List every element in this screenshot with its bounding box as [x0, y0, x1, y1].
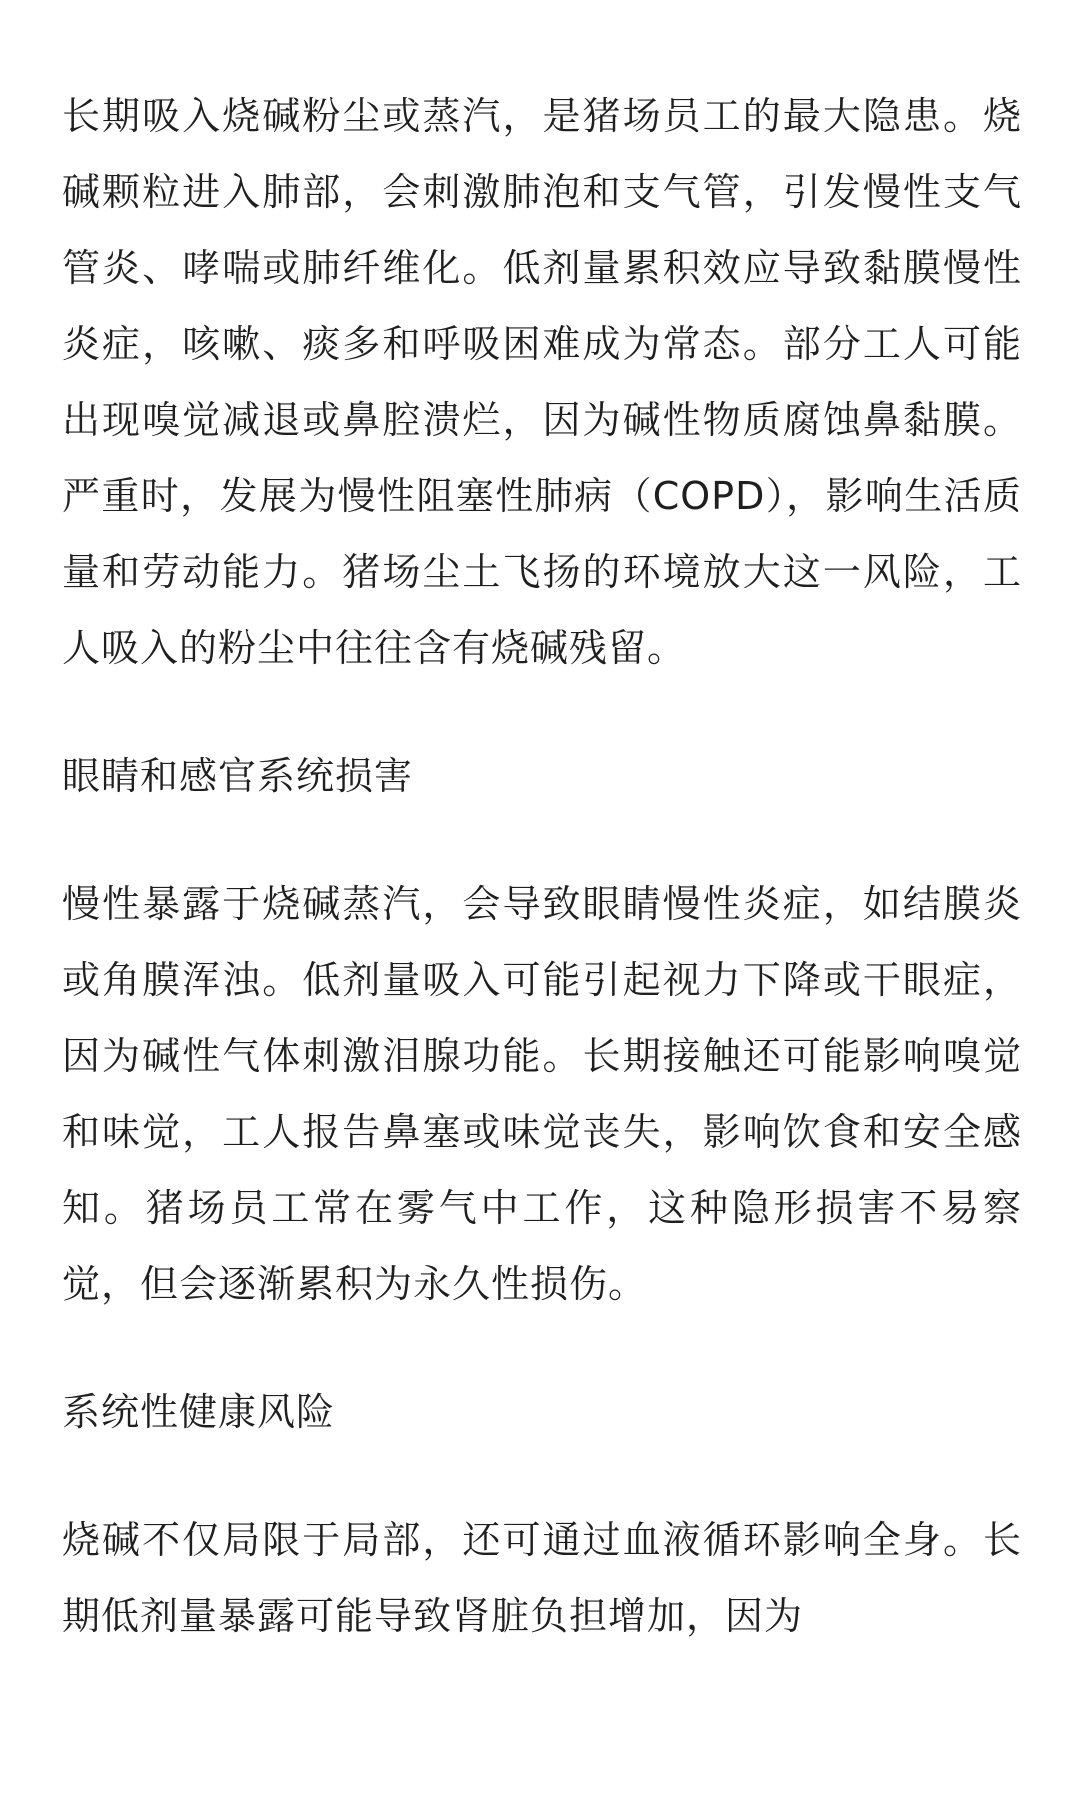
- paragraph-respiratory: 长期吸入烧碱粉尘或蒸汽，是猪场员工的最大隐患。烧碱颗粒进入肺部，会刺激肺泡和支气管，引发慢性支气管炎、哮喘或肺纤维化。低剂量累积效应导致黏膜慢性炎症，咳嗽、痰多和呼吸困难成为常态。部分工人可能出现嗅觉减退或鼻腔溃烂，因为碱性物质腐蚀鼻黏膜。严重时，发展为慢性阻塞性肺病（COPD），影响生活质量和劳动能力。猪场尘土飞扬的环境放大这一风险，工人吸入的粉尘中往往含有烧碱残留。: [62, 94, 1022, 670]
- section-heading-systemic: 系统性健康风险: [62, 1390, 336, 1434]
- article-body: [62, 78, 1022, 1706]
- paragraph-eyes: 慢性暴露于烧碱蒸汽，会导致眼睛慢性炎症，如结膜炎或角膜浑浊。低剂量吸入可能引起视力下降或干眼症，因为碱性气体刺激泪腺功能。长期接触还可能影响嗅觉和味觉，工人报告鼻塞或味觉丧失，影响饮食和安全感知。猪场员工常在雾气中工作，这种隐形损害不易察觉，但会逐渐累积为永久性损伤。: [62, 882, 1022, 1306]
- section-heading-eyes: 眼睛和感官系统损害: [62, 754, 414, 798]
- paragraph-systemic: 烧碱不仅局限于局部，还可通过血液循环影响全身。长期低剂量暴露可能导致肾脏负担增加，因为: [62, 1518, 1022, 1638]
